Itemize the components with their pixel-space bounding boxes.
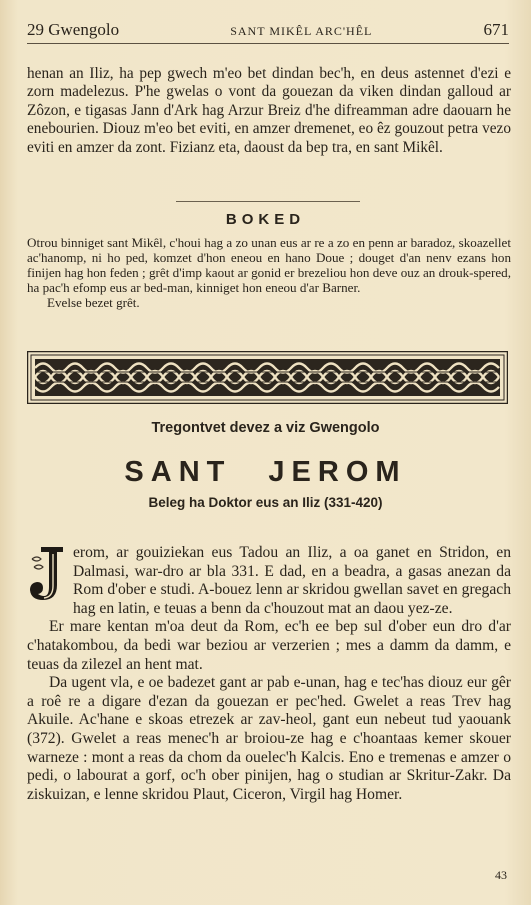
boked-closing: Evelse bezet grêt. bbox=[47, 295, 140, 311]
intro-paragraph bbox=[27, 65, 511, 157]
drop-cap-j bbox=[27, 545, 67, 602]
day-heading: Tregontvet devez a viz Gwengolo bbox=[151, 420, 380, 436]
biography-paragraph-1: erom, ar gouiziekan eus Tadou an Iliz, a oa ganet en Stridon, en Dalmasi, war-dro ar bla 331. E dad, en a beadra, a gasas anezan da Rom d'ober e studi. A-bouez lenn ar skridou gwellan savet en gregach hag en latin, e teuas a benn da c'houzout mat an daou yez-ze. bbox=[73, 544, 511, 617]
folio-number: 43 bbox=[495, 868, 507, 882]
boked-prayer bbox=[27, 235, 511, 310]
running-header bbox=[27, 20, 509, 42]
biography-paragraph-3: Da ugent vla, e oe badezet gant ar pab e-unan, hag e tec'has diouz eur gêr a roê re a digare d'ezan da gouezan er pec'hed. Gwelet a reas Trev hag Akuile. Ac'hane e skoas etrezek ar zav-heol, gant eun nebeut tud yaouank (372). Gwelet a reas menec'h ar broiou-ze hag e c'hoantaas kemer skouer warneze : mont a reas da chom da ouelec'h Kalcis. Eno e tremenas e amzer o pedi, o labourat a gorf, oc'h ober pinijen, hag o studian ar Skritur-Zakr. Da ziskuizan, e lenne skridou Plaut, Ciceron, Virgil hag Homer. bbox=[27, 674, 511, 803]
header-date: 29 Gwengolo bbox=[27, 20, 120, 39]
saint-name: SANT JEROM bbox=[124, 456, 407, 488]
header-title: SANT MIKÊL ARC'HÊL bbox=[230, 24, 373, 38]
header-rule bbox=[27, 43, 509, 44]
saint-biography bbox=[27, 544, 511, 804]
header-page-number: 671 bbox=[483, 20, 509, 39]
boked-text: Otrou binniget sant Mikêl, c'houi hag a zo unan eus ar re a zo en penn ar baradoz, skoazellet ac'hanomp, ni ho ped, komzet d'hon eneou en hano Doue ; douget d'an nenv ezans hon finijen hag hon feden ; grêt d'imp kaout ar gonid er brezeliou hon deve ouz an drouk-spered, ha pac'h efomp eus ar bed-man, kinniget hon eneou d'ar Barner. bbox=[27, 235, 511, 296]
intro-text: henan an Iliz, ha pep gwech m'eo bet dindan bec'h, en deus astennet d'ezi e zorn madelezus. P'he gwelas o vont da gouezan da viken dindan galloud ar Zôzon, e tigasas Jann d'Ark hag Arzur Breiz d'he difreamman adre daouarn he enebourien. Diouz m'eo bet eviti, en amzer dremenet, eo êz gouzout petra vezo eviti en amzer da zont. Fizianz eta, daoust da bep tra, en sant Mikêl. bbox=[27, 65, 511, 156]
saint-subtitle: Beleg ha Doktor eus an Iliz (331-420) bbox=[148, 495, 383, 510]
divider-top bbox=[176, 201, 360, 202]
celtic-knot-ornament bbox=[27, 351, 508, 404]
biography-paragraph-2: Er mare kentan m'oa deut da Rom, ec'h ee bep sul d'ober eun dro d'ar c'hatakombou, da bedi war beziou ar verzerien ; mes a damm da damm, e teuas da zilezel an hent mat. bbox=[27, 618, 511, 673]
boked-title: BOKED bbox=[225, 211, 306, 228]
